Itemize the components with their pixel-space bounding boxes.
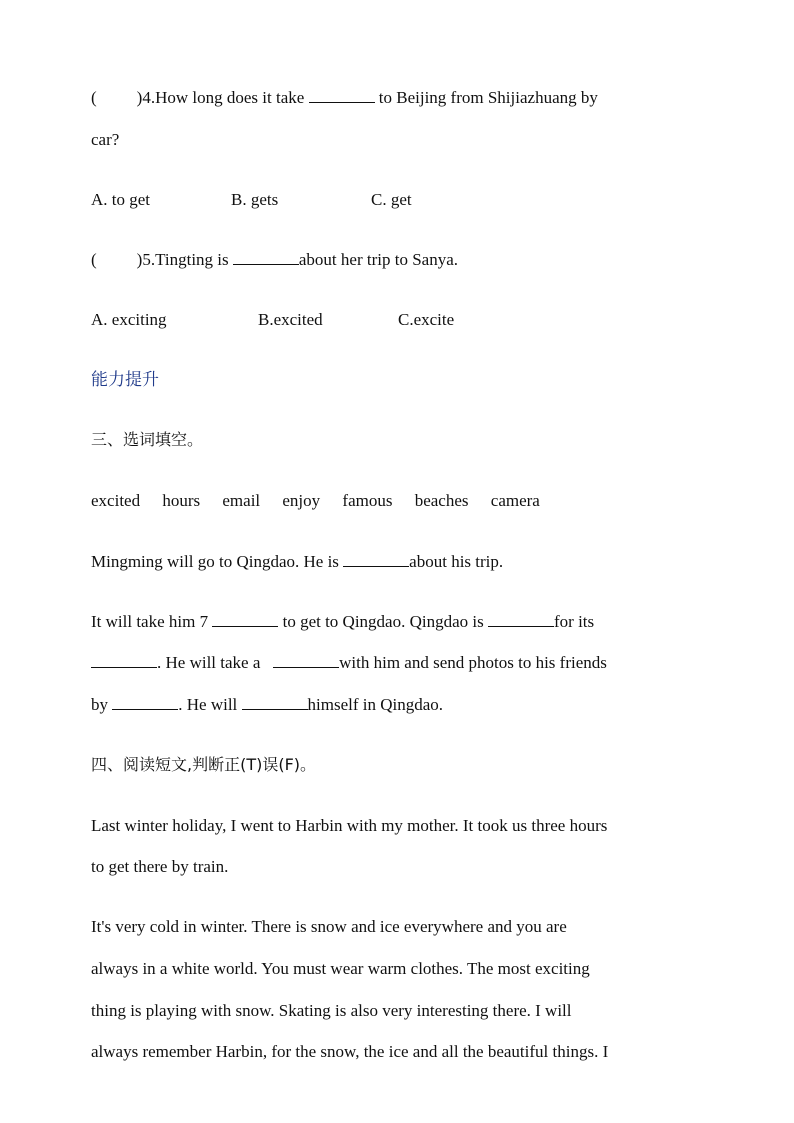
passage-p2-line-1: It's very cold in winter. There is snow and ice everywhere and you are	[91, 917, 567, 936]
word-bank	[91, 490, 558, 512]
fill-line-1	[91, 551, 503, 573]
section-heading-ability: 能力提升	[91, 370, 159, 390]
fill-text: himself in Qingdao.	[307, 695, 444, 714]
fill-blank-6[interactable]	[112, 695, 178, 710]
fill-text: to get to Qingdao. Qingdao is	[282, 612, 484, 631]
q5-option-a[interactable]: A. exciting	[91, 310, 167, 329]
q5-stem: )5.Tingting is	[136, 250, 229, 269]
q4-stem: )4.How long does it take	[136, 88, 305, 107]
word-bank-item: enjoy	[282, 491, 321, 510]
fill-blank-2[interactable]	[212, 612, 278, 627]
fill-text: with him and send photos to his friends	[339, 653, 607, 672]
fill-text: . He will take a	[157, 653, 261, 672]
q5-stem-continued: about her trip to Sanya.	[298, 250, 458, 269]
word-bank-item: famous	[342, 491, 393, 510]
passage-p1-line-1: Last winter holiday, I went to Harbin with my mother. It took us three hours	[91, 816, 608, 835]
fill-blank-7[interactable]	[242, 695, 308, 710]
q5-open-paren: (	[91, 250, 97, 269]
question-4-line-2: car?	[91, 130, 120, 149]
word-bank-item: hours	[162, 491, 201, 510]
fill-text: It will take him 7	[91, 612, 209, 631]
word-bank-item: camera	[490, 491, 540, 510]
q5-answer-blank[interactable]	[233, 250, 299, 265]
q4-option-c[interactable]: C. get	[371, 190, 412, 209]
q5-option-b[interactable]: B.excited	[258, 310, 323, 329]
fill-blank-1[interactable]	[343, 552, 409, 567]
question-4-line-1	[91, 87, 598, 109]
q4-option-a[interactable]: A. to get	[91, 190, 151, 209]
fill-line-3	[91, 652, 607, 674]
word-bank-item: excited	[91, 491, 141, 510]
fill-text: . He will	[178, 695, 238, 714]
fill-blank-4[interactable]	[91, 653, 157, 668]
fill-blank-3[interactable]	[488, 612, 554, 627]
passage-p2-line-2: always in a white world. You must wear warm clothes. The most exciting	[91, 959, 590, 978]
q4-answer-blank[interactable]	[309, 88, 375, 103]
word-bank-item: email	[222, 491, 261, 510]
q4-open-paren: (	[91, 88, 97, 107]
q5-option-c[interactable]: C.excite	[398, 310, 455, 329]
q4-stem-continued: to Beijing from Shijiazhuang by	[378, 88, 598, 107]
passage-p2-line-3: thing is playing with snow. Skating is also very interesting there. I will	[91, 1001, 572, 1020]
question-5-line	[91, 249, 458, 271]
passage-p2-line-4: always remember Harbin, for the snow, the ice and all the beautiful things. I	[91, 1042, 609, 1061]
section-3-title: 三、选词填空。	[91, 430, 204, 449]
fill-line-2	[91, 611, 594, 633]
word-bank-item: beaches	[414, 491, 469, 510]
fill-text: about his trip.	[409, 552, 504, 571]
fill-line-4	[91, 694, 443, 716]
passage-p1-line-2: to get there by train.	[91, 857, 229, 876]
fill-text: for its	[554, 612, 595, 631]
q4-option-b[interactable]: B. gets	[231, 190, 279, 209]
fill-text: Mingming will go to Qingdao. He is	[91, 552, 339, 571]
fill-text: by	[91, 695, 108, 714]
section-4-title: 四、阅读短文,判断正(T)误(F)。	[91, 755, 317, 774]
fill-blank-5[interactable]	[273, 653, 339, 668]
